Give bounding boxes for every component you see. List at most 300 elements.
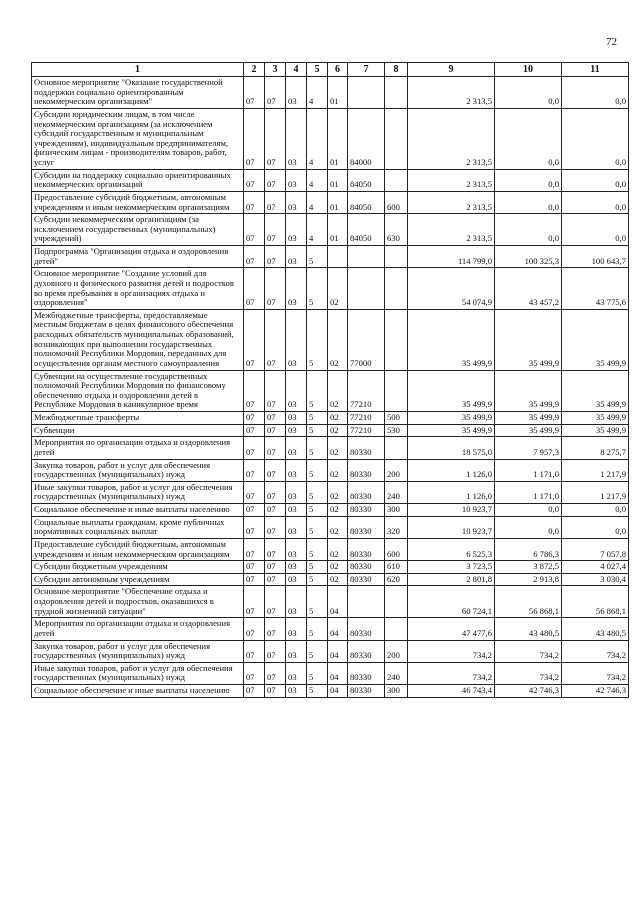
code-program: 03: [286, 268, 307, 310]
code-direction: 80330: [348, 561, 385, 574]
code-program: 03: [286, 662, 307, 684]
amount-year-2: 56 868,1: [495, 586, 562, 618]
code-ministry: 07: [244, 504, 265, 517]
code-direction: 77210: [348, 370, 385, 412]
code-direction: 77210: [348, 412, 385, 425]
amount-year-1: 2 313,5: [408, 77, 495, 109]
amount-year-1: 35 499,9: [408, 412, 495, 425]
table-row: [32, 561, 629, 574]
code-subprogram: 5: [307, 309, 328, 370]
code-ministry: 07: [244, 77, 265, 109]
code-subprogram: 5: [307, 437, 328, 459]
table-row: [32, 618, 629, 640]
amount-year-3: 43 480,5: [562, 618, 629, 640]
column-header: 11: [562, 63, 629, 77]
amount-year-3: 42 746,3: [562, 685, 629, 698]
column-header: 7: [348, 63, 385, 77]
expense-name: Субсидии бюджетным учреждениям: [32, 561, 244, 574]
amount-year-3: 734,2: [562, 640, 629, 662]
code-section: 07: [265, 685, 286, 698]
code-direction: 80330: [348, 640, 385, 662]
amount-year-2: 35 499,9: [495, 424, 562, 437]
code-ministry: 07: [244, 246, 265, 268]
code-expense-type: [385, 246, 408, 268]
expense-name: Социальное обеспечение и иные выплаты населению: [32, 504, 244, 517]
expense-name: Закупка товаров, работ и услуг для обеспечения государственных (муниципальных) нужд: [32, 459, 244, 481]
code-event: 02: [328, 573, 348, 586]
amount-year-3: 0,0: [562, 77, 629, 109]
budget-table: [31, 62, 629, 698]
code-expense-type: [385, 586, 408, 618]
amount-year-3: 35 499,9: [562, 412, 629, 425]
code-event: 02: [328, 424, 348, 437]
code-program: 03: [286, 412, 307, 425]
amount-year-2: 1 171,0: [495, 459, 562, 481]
table-row: [32, 424, 629, 437]
amount-year-1: 2 313,5: [408, 169, 495, 191]
code-section: 07: [265, 561, 286, 574]
code-section: 07: [265, 246, 286, 268]
table-row: [32, 169, 629, 191]
code-direction: 80330: [348, 662, 385, 684]
code-program: 03: [286, 191, 307, 213]
code-ministry: 07: [244, 561, 265, 574]
table-row: [32, 214, 629, 246]
expense-name: Субвенции: [32, 424, 244, 437]
amount-year-2: 42 746,3: [495, 685, 562, 698]
code-expense-type: 530: [385, 424, 408, 437]
code-program: 03: [286, 424, 307, 437]
code-section: 07: [265, 370, 286, 412]
expense-name: Иные закупки товаров, работ и услуг для обеспечения государственных (муниципальных) нужд: [32, 481, 244, 503]
code-program: 03: [286, 370, 307, 412]
code-event: 04: [328, 618, 348, 640]
code-expense-type: 320: [385, 516, 408, 538]
code-ministry: 07: [244, 214, 265, 246]
code-section: 07: [265, 538, 286, 560]
code-direction: 80330: [348, 573, 385, 586]
table-row: [32, 459, 629, 481]
expense-name: Субсидии юридическим лицам, в том числе некоммерческим организациям (за исключением субсидий государственным и муниципальным учреждениям), индивидуальным предпринимателям, физическим лицам - производителям товаров, работ, услуг: [32, 108, 244, 169]
amount-year-2: 2 913,8: [495, 573, 562, 586]
code-program: 03: [286, 437, 307, 459]
code-section: 07: [265, 618, 286, 640]
code-ministry: 07: [244, 412, 265, 425]
code-program: 03: [286, 573, 307, 586]
amount-year-2: 0,0: [495, 516, 562, 538]
code-direction: 80330: [348, 538, 385, 560]
code-program: 03: [286, 108, 307, 169]
code-program: 03: [286, 504, 307, 517]
code-direction: 77000: [348, 309, 385, 370]
code-event: 02: [328, 538, 348, 560]
code-expense-type: 240: [385, 481, 408, 503]
amount-year-2: 43 480,5: [495, 618, 562, 640]
code-subprogram: 4: [307, 169, 328, 191]
column-header: 10: [495, 63, 562, 77]
amount-year-3: 734,2: [562, 662, 629, 684]
code-ministry: 07: [244, 370, 265, 412]
expense-name: Межбюджетные трансферты, предоставляемые местным бюджетам в целях финансового обеспечения расходных обязательств муниципальных образований, возникающих при выполнении государственных полномочий Республики Мордовия, переданных для осуществления органам местного самоуправления: [32, 309, 244, 370]
code-program: 03: [286, 685, 307, 698]
table-row: [32, 504, 629, 517]
amount-year-2: 0,0: [495, 504, 562, 517]
code-expense-type: 630: [385, 214, 408, 246]
table-row: [32, 586, 629, 618]
code-direction: 84050: [348, 191, 385, 213]
amount-year-2: 0,0: [495, 77, 562, 109]
code-expense-type: 200: [385, 640, 408, 662]
code-program: 03: [286, 459, 307, 481]
code-program: 03: [286, 586, 307, 618]
table-row: [32, 437, 629, 459]
amount-year-3: 0,0: [562, 169, 629, 191]
amount-year-1: 35 499,9: [408, 309, 495, 370]
code-expense-type: [385, 268, 408, 310]
expense-name: Иные закупки товаров, работ и услуг для обеспечения государственных (муниципальных) нужд: [32, 662, 244, 684]
amount-year-1: 54 074,9: [408, 268, 495, 310]
code-direction: [348, 586, 385, 618]
table-row: [32, 370, 629, 412]
code-ministry: 07: [244, 309, 265, 370]
amount-year-1: 2 313,5: [408, 191, 495, 213]
code-event: 02: [328, 516, 348, 538]
code-expense-type: 300: [385, 504, 408, 517]
code-event: 01: [328, 169, 348, 191]
expense-name: Социальные выплаты гражданам, кроме публичных нормативных социальных выплат: [32, 516, 244, 538]
code-section: 07: [265, 108, 286, 169]
expense-name: Социальное обеспечение и иные выплаты населению: [32, 685, 244, 698]
code-ministry: 07: [244, 459, 265, 481]
amount-year-1: 2 313,5: [408, 108, 495, 169]
code-event: 01: [328, 191, 348, 213]
code-event: 02: [328, 561, 348, 574]
code-program: 03: [286, 246, 307, 268]
amount-year-3: 1 217,9: [562, 481, 629, 503]
code-section: 07: [265, 214, 286, 246]
code-event: 01: [328, 77, 348, 109]
code-subprogram: 5: [307, 561, 328, 574]
code-ministry: 07: [244, 618, 265, 640]
table-row: [32, 77, 629, 109]
code-program: 03: [286, 309, 307, 370]
amount-year-3: 0,0: [562, 108, 629, 169]
expense-name: Предоставление субсидий бюджетным, автономным учреждениям и иным некоммерческим организациям: [32, 538, 244, 560]
code-ministry: 07: [244, 538, 265, 560]
amount-year-1: 18 575,0: [408, 437, 495, 459]
code-section: 07: [265, 77, 286, 109]
code-subprogram: 5: [307, 618, 328, 640]
code-expense-type: [385, 169, 408, 191]
code-event: 01: [328, 214, 348, 246]
amount-year-3: 0,0: [562, 504, 629, 517]
expense-name: Субсидии на поддержку социально ориентированных некоммерческих организаций: [32, 169, 244, 191]
table-row: [32, 191, 629, 213]
amount-year-2: 734,2: [495, 640, 562, 662]
code-subprogram: 5: [307, 412, 328, 425]
code-program: 03: [286, 169, 307, 191]
code-section: 07: [265, 412, 286, 425]
code-ministry: 07: [244, 191, 265, 213]
code-section: 07: [265, 662, 286, 684]
code-subprogram: 5: [307, 504, 328, 517]
code-section: 07: [265, 191, 286, 213]
amount-year-3: 1 217,9: [562, 459, 629, 481]
code-subprogram: 5: [307, 640, 328, 662]
amount-year-3: 4 027,4: [562, 561, 629, 574]
amount-year-1: 60 724,1: [408, 586, 495, 618]
code-direction: 80330: [348, 516, 385, 538]
code-ministry: 07: [244, 662, 265, 684]
code-subprogram: 5: [307, 370, 328, 412]
code-subprogram: 4: [307, 214, 328, 246]
code-section: 07: [265, 437, 286, 459]
code-ministry: 07: [244, 437, 265, 459]
column-header: 9: [408, 63, 495, 77]
amount-year-2: 3 872,5: [495, 561, 562, 574]
expense-name: Субсидии автономным учреждениям: [32, 573, 244, 586]
expense-name: Подпрограмма "Организация отдыха и оздоровления детей": [32, 246, 244, 268]
code-event: 04: [328, 586, 348, 618]
amount-year-3: 35 499,9: [562, 309, 629, 370]
amount-year-1: 1 126,0: [408, 481, 495, 503]
code-ministry: 07: [244, 481, 265, 503]
code-program: 03: [286, 561, 307, 574]
amount-year-3: 56 868,1: [562, 586, 629, 618]
amount-year-1: 35 499,9: [408, 370, 495, 412]
code-subprogram: 5: [307, 586, 328, 618]
expense-name: Основное мероприятие "Оказание государственной поддержки социально ориентированным некоммерческим организациям": [32, 77, 244, 109]
amount-year-1: 47 477,6: [408, 618, 495, 640]
column-header: 6: [328, 63, 348, 77]
code-direction: [348, 77, 385, 109]
code-expense-type: [385, 437, 408, 459]
expense-name: Основное мероприятие "Создание условий для духовного и физического развития детей и подростков во время пребывания в организациях отдыха и оздоровления": [32, 268, 244, 310]
amount-year-3: 8 275,7: [562, 437, 629, 459]
code-direction: 77210: [348, 424, 385, 437]
amount-year-2: 0,0: [495, 191, 562, 213]
code-event: 02: [328, 481, 348, 503]
amount-year-2: 35 499,9: [495, 309, 562, 370]
amount-year-2: 7 957,3: [495, 437, 562, 459]
amount-year-1: 734,2: [408, 662, 495, 684]
expense-name: Закупка товаров, работ и услуг для обеспечения государственных (муниципальных) нужд: [32, 640, 244, 662]
code-ministry: 07: [244, 586, 265, 618]
amount-year-2: 1 171,0: [495, 481, 562, 503]
code-section: 07: [265, 459, 286, 481]
code-direction: [348, 268, 385, 310]
code-expense-type: 200: [385, 459, 408, 481]
amount-year-3: 35 499,9: [562, 370, 629, 412]
code-subprogram: 5: [307, 424, 328, 437]
code-subprogram: 5: [307, 246, 328, 268]
amount-year-2: 0,0: [495, 108, 562, 169]
code-event: 04: [328, 685, 348, 698]
column-header: 3: [265, 63, 286, 77]
amount-year-1: 46 743,4: [408, 685, 495, 698]
amount-year-3: 0,0: [562, 214, 629, 246]
amount-year-1: 734,2: [408, 640, 495, 662]
amount-year-2: 35 499,9: [495, 412, 562, 425]
amount-year-2: 0,0: [495, 214, 562, 246]
code-expense-type: 600: [385, 191, 408, 213]
table-row: [32, 412, 629, 425]
code-subprogram: 5: [307, 685, 328, 698]
code-event: 02: [328, 309, 348, 370]
code-expense-type: [385, 618, 408, 640]
amount-year-3: 35 499,9: [562, 424, 629, 437]
code-expense-type: [385, 108, 408, 169]
code-subprogram: 5: [307, 459, 328, 481]
code-event: 02: [328, 370, 348, 412]
code-subprogram: 5: [307, 481, 328, 503]
amount-year-3: 3 030,4: [562, 573, 629, 586]
code-event: 02: [328, 412, 348, 425]
code-expense-type: [385, 370, 408, 412]
code-direction: 80330: [348, 437, 385, 459]
code-program: 03: [286, 481, 307, 503]
code-direction: 80330: [348, 618, 385, 640]
code-subprogram: 5: [307, 662, 328, 684]
amount-year-2: 43 457,2: [495, 268, 562, 310]
code-subprogram: 4: [307, 108, 328, 169]
table-row: [32, 246, 629, 268]
code-event: 02: [328, 459, 348, 481]
code-ministry: 07: [244, 424, 265, 437]
code-ministry: 07: [244, 268, 265, 310]
table-row: [32, 662, 629, 684]
code-expense-type: 500: [385, 412, 408, 425]
column-header: 8: [385, 63, 408, 77]
code-ministry: 07: [244, 685, 265, 698]
table-row: [32, 685, 629, 698]
page-number: 72: [606, 36, 617, 48]
amount-year-1: 2 313,5: [408, 214, 495, 246]
amount-year-3: 0,0: [562, 191, 629, 213]
code-direction: 84050: [348, 169, 385, 191]
code-expense-type: 240: [385, 662, 408, 684]
code-direction: 80330: [348, 481, 385, 503]
amount-year-1: 10 923,7: [408, 504, 495, 517]
amount-year-2: 35 499,9: [495, 370, 562, 412]
table-header-row: [32, 63, 629, 77]
expense-name: Предоставление субсидий бюджетным, автономным учреждениям и иным некоммерческим организациям: [32, 191, 244, 213]
table-row: [32, 309, 629, 370]
code-event: 02: [328, 268, 348, 310]
code-direction: [348, 246, 385, 268]
amount-year-1: 10 923,7: [408, 516, 495, 538]
code-direction: 80330: [348, 685, 385, 698]
code-section: 07: [265, 504, 286, 517]
code-event: [328, 246, 348, 268]
code-program: 03: [286, 538, 307, 560]
code-event: 04: [328, 662, 348, 684]
code-expense-type: [385, 309, 408, 370]
code-section: 07: [265, 586, 286, 618]
code-program: 03: [286, 640, 307, 662]
amount-year-3: 0,0: [562, 516, 629, 538]
column-header: 2: [244, 63, 265, 77]
table-row: [32, 481, 629, 503]
code-program: 03: [286, 214, 307, 246]
table-row: [32, 573, 629, 586]
code-program: 03: [286, 516, 307, 538]
code-section: 07: [265, 268, 286, 310]
column-header: 1: [32, 63, 244, 77]
code-subprogram: 5: [307, 573, 328, 586]
code-section: 07: [265, 516, 286, 538]
code-expense-type: 620: [385, 573, 408, 586]
code-direction: 84050: [348, 214, 385, 246]
code-subprogram: 5: [307, 538, 328, 560]
expense-name: Основное мероприятие "Обеспечение отдыха и оздоровления детей и подростков, оказавшихся в трудной жизненной ситуации": [32, 586, 244, 618]
amount-year-3: 7 057,8: [562, 538, 629, 560]
code-subprogram: 5: [307, 268, 328, 310]
code-direction: 80330: [348, 504, 385, 517]
table-row: [32, 538, 629, 560]
code-subprogram: 5: [307, 516, 328, 538]
code-direction: 84000: [348, 108, 385, 169]
table-row: [32, 516, 629, 538]
code-expense-type: 610: [385, 561, 408, 574]
amount-year-1: 35 499,9: [408, 424, 495, 437]
column-header: 5: [307, 63, 328, 77]
amount-year-2: 6 786,3: [495, 538, 562, 560]
code-ministry: 07: [244, 108, 265, 169]
code-section: 07: [265, 640, 286, 662]
code-direction: 80330: [348, 459, 385, 481]
amount-year-2: 100 325,3: [495, 246, 562, 268]
code-event: 01: [328, 108, 348, 169]
table-row: [32, 640, 629, 662]
expense-name: Мероприятия по организации отдыха и оздоровления детей: [32, 437, 244, 459]
amount-year-1: 2 801,8: [408, 573, 495, 586]
code-subprogram: 4: [307, 77, 328, 109]
code-section: 07: [265, 573, 286, 586]
code-ministry: 07: [244, 640, 265, 662]
column-header: 4: [286, 63, 307, 77]
amount-year-1: 6 525,3: [408, 538, 495, 560]
amount-year-3: 100 643,7: [562, 246, 629, 268]
code-expense-type: 300: [385, 685, 408, 698]
table-row: [32, 108, 629, 169]
amount-year-3: 43 775,6: [562, 268, 629, 310]
code-event: 02: [328, 437, 348, 459]
code-section: 07: [265, 424, 286, 437]
code-program: 03: [286, 618, 307, 640]
amount-year-1: 3 723,5: [408, 561, 495, 574]
code-section: 07: [265, 481, 286, 503]
code-subprogram: 4: [307, 191, 328, 213]
expense-name: Мероприятия по организации отдыха и оздоровления детей: [32, 618, 244, 640]
amount-year-1: 1 126,0: [408, 459, 495, 481]
code-expense-type: 600: [385, 538, 408, 560]
amount-year-2: 0,0: [495, 169, 562, 191]
code-ministry: 07: [244, 573, 265, 586]
table-row: [32, 268, 629, 310]
amount-year-1: 114 799,0: [408, 246, 495, 268]
expense-name: Межбюджетные трансферты: [32, 412, 244, 425]
expense-name: Субвенции на осуществление государственных полномочий Республики Мордовия по финансовому обеспечению отдыха и оздоровления детей в Республике Мордовия в каникулярное время: [32, 370, 244, 412]
code-program: 03: [286, 77, 307, 109]
code-event: 02: [328, 504, 348, 517]
expense-name: Субсидии некоммерческим организациям (за исключением государственных (муниципальных) учреждений): [32, 214, 244, 246]
code-expense-type: [385, 77, 408, 109]
code-ministry: 07: [244, 169, 265, 191]
amount-year-2: 734,2: [495, 662, 562, 684]
code-section: 07: [265, 169, 286, 191]
code-event: 04: [328, 640, 348, 662]
